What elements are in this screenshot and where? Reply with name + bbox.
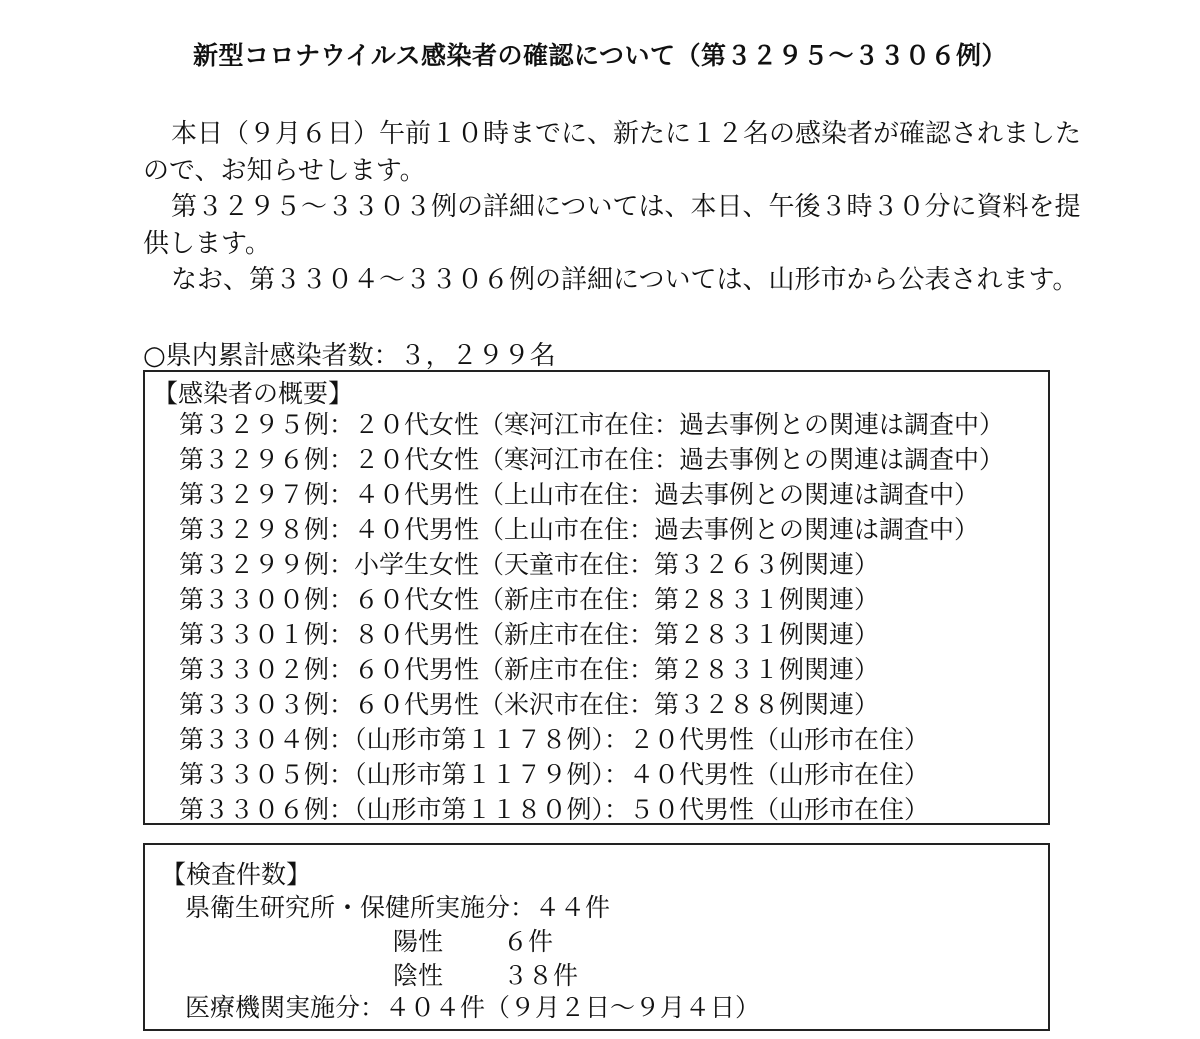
case-row: 第３３０２例：６０代男性（新庄市在住：第２８３１例関連） — [179, 655, 880, 684]
negative-tests — [393, 959, 578, 993]
case-row: 第３３００例：６０代女性（新庄市在住：第２８３１例関連） — [179, 585, 880, 614]
intro-line-1: 本日（９月６日）午前１０時までに、新たに１２名の感染者が確認されました — [171, 119, 1082, 149]
document-title: 新型コロナウイルス感染者の確認について（第３２９５～３３０６例） — [192, 41, 1007, 70]
cumulative-total: ○県内累計感染者数：３，２９９名 — [143, 341, 556, 371]
intro-paragraph — [143, 116, 1082, 299]
intro-line-4: 供します。 — [143, 228, 271, 259]
case-row: 第３３０１例：８０代男性（新庄市在住：第２８３１例関連） — [179, 620, 880, 649]
case-row: 第３２９６例：２０代女性（寒河江市在住：過去事例との関連は調査中） — [179, 445, 1005, 474]
positive-tests — [393, 925, 553, 959]
cases-heading: 【感染者の概要】 — [153, 379, 354, 408]
case-row: 第３２９７例：４０代男性（上山市在住：過去事例との関連は調査中） — [179, 480, 980, 509]
negative-value: ３８件 — [503, 961, 579, 990]
case-row: 第３２９５例：２０代女性（寒河江市在住：過去事例との関連は調査中） — [179, 410, 1005, 439]
cases-summary-box — [143, 370, 1050, 825]
case-row: 第３３０５例：（山形市第１１７９例）：４０代男性（山形市在住） — [179, 760, 930, 789]
intro-line-5: なお、第３３０４～３３０６例の詳細については、山形市から公表されます。 — [171, 265, 1079, 295]
case-row: 第３３０６例：（山形市第１１８０例）：５０代男性（山形市在住） — [179, 795, 930, 824]
medical-institution-tests: 医療機関実施分：４０４件（９月２日～９月４日） — [185, 993, 761, 1022]
case-row: 第３２９９例：小学生女性（天童市在住：第３２６３例関連） — [179, 550, 880, 579]
intro-line-2: ので、お知らせします。 — [143, 155, 426, 186]
negative-label: 陰性 — [393, 961, 444, 990]
cases-list — [179, 407, 1004, 827]
case-row: 第３２９８例：４０代男性（上山市在住：過去事例との関連は調査中） — [179, 515, 980, 544]
case-row: 第３３０４例：（山形市第１１７８例）：２０代男性（山形市在住） — [179, 725, 930, 754]
positive-label: 陽性 — [393, 927, 444, 956]
positive-value: ６件 — [503, 927, 554, 956]
test-count-box — [143, 843, 1050, 1031]
prefectural-tests: 県衛生研究所・保健所実施分：４４件 — [185, 893, 611, 922]
tests-heading: 【検査件数】 — [161, 860, 312, 889]
case-row: 第３３０３例：６０代男性（米沢市在住：第３２８８例関連） — [179, 690, 880, 719]
intro-line-3: 第３２９５～３３０３例の詳細については、本日、午後３時３０分に資料を提 — [171, 192, 1081, 222]
